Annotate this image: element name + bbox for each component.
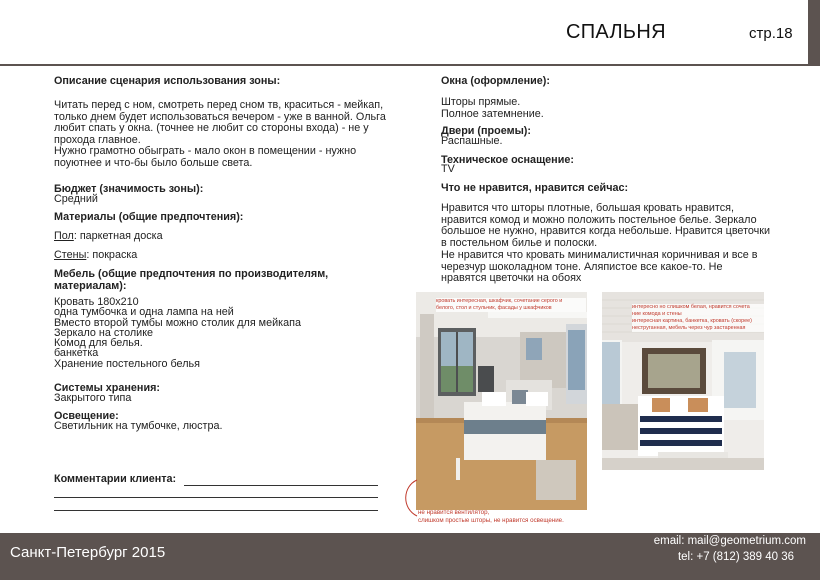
- page-title: СПАЛЬНЯ: [566, 21, 666, 43]
- likes-heading: Что не нравится, нравится сейчас:: [441, 182, 629, 194]
- footer-email[interactable]: email: mail@geometrium.com: [653, 535, 806, 547]
- doors-heading: Двери (проемы):: [441, 125, 531, 137]
- comments-heading: Комментарии клиента:: [54, 473, 177, 485]
- bedroom-photo-1: [416, 292, 587, 510]
- budget-value: Средний: [54, 193, 98, 205]
- tech-heading: Техническое оснащение:: [441, 154, 574, 166]
- windows-heading: Окна (оформление):: [441, 75, 550, 87]
- likes-text-1: Нравится что шторы плотные, большая кровать нравится, нравится комод и можно положить постельное белье. Зеркало большое не нужно, нравится когда небольше. Нравится цветочки в постельном билье и полоски.: [441, 202, 771, 249]
- photo-2-note: интересно но слишком белая, нравится сочета ние комода и стены интересная картина, банкетка, кровать (скорее) неструганная, мебель через чур застаренная: [632, 304, 764, 332]
- lighting-value: Светильник на тумбочке, люстра.: [54, 420, 223, 432]
- doors-value: Распашные.: [441, 135, 503, 147]
- materials-heading: Материалы (общие предпочтения):: [54, 211, 244, 223]
- page-number: стр.18: [749, 25, 793, 42]
- budget-heading: Бюджет (значимость зоны):: [54, 183, 204, 195]
- storage-value: Закрытого типа: [54, 392, 132, 404]
- header-accent-tab: [808, 0, 820, 64]
- comment-line-1[interactable]: [184, 485, 378, 486]
- comment-line-3[interactable]: [54, 510, 378, 511]
- walls-value: : покраска: [86, 249, 138, 261]
- bedroom-photo-2: [602, 292, 764, 470]
- comment-line-2[interactable]: [54, 497, 378, 498]
- walls-line: [54, 250, 137, 262]
- header-divider: [0, 64, 820, 66]
- tech-value: TV: [441, 163, 455, 175]
- furniture-heading: Мебель (общие предпочтения по производителям, материалам):: [54, 268, 329, 292]
- bottom-annotation: не нравится вентилятор, слишком простые шторы, не нравится освещение.: [418, 509, 564, 524]
- footer-city: Санкт-Петербург 2015: [10, 544, 166, 561]
- floor-line: [54, 231, 163, 243]
- footer-phone[interactable]: tel: +7 (812) 389 40 36: [677, 551, 794, 563]
- photo-1-note: кровать интересная, шкафчик, сочетание серого и белого, стол и стульчик, фасады у шкафчиков: [436, 298, 586, 312]
- windows-text: Шторы прямые. Полное затемнение.: [441, 96, 544, 120]
- floor-value: : паркетная доска: [73, 230, 163, 242]
- lighting-heading: Освещение:: [54, 410, 119, 422]
- furniture-list: Кровать 180х210 одна тумбочка и одна лампа на ней Вместо второй тумбы можно столик для мейкапа Зеркало на столике Комод для белья. банкетка Хранение постельного белья: [54, 296, 301, 370]
- floor-label: Пол: [54, 230, 74, 242]
- scenario-heading: Описание сценария использования зоны:: [54, 75, 281, 87]
- bedroom-photo-1-image: [416, 292, 587, 510]
- scenario-text: Читать перед с ном, смотреть перед сном тв, краситься - мейкап, только днем будет использоваться вечером - уже в ванной. Ольга любит спать у окна. (точнее не любит со стороны входа) - не у прохода главное. Нужно грамотно обыграть - мало окон в помещении - нужно поуютнее и что-бы было больше света.: [54, 99, 386, 169]
- likes-text-2: Не нравится что кровать минималистичная коричнивая и все в черезчур шоколадном тоне. Аляпистое все какое-то. Не нравятся цветочки на обоях: [441, 249, 758, 284]
- storage-heading: Системы хранения:: [54, 382, 160, 394]
- walls-label: Стены: [54, 249, 87, 261]
